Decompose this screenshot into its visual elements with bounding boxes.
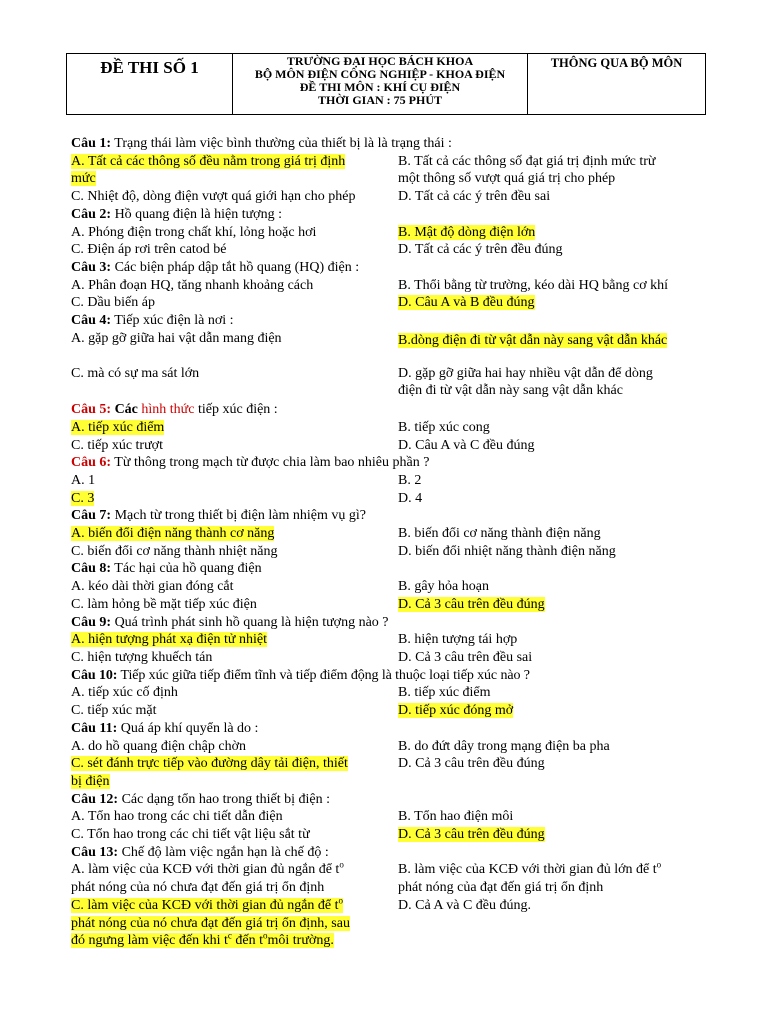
answer-d: D. biến đổi nhiệt năng thành điện năng (398, 543, 616, 559)
question-5: Câu 5: Các hình thức tiếp xúc điện : (71, 402, 278, 418)
answer-c: C. Tổn hao trong các chi tiết vật liệu sắt từ (71, 827, 310, 843)
answer-b: B. tiếp xúc điểm (398, 685, 491, 701)
answer-a: A. Phân đoạn HQ, tăng nhanh khoảng cách (71, 277, 314, 293)
answer-b: B. làm việc của KCĐ với thời gian đủ lớn để $t^o$ phát nóng của đạt đến giá trị ổn định (398, 859, 662, 896)
answer-d: D. gặp gỡ giữa hai hay nhiều vật dẫn để dòng điện đi từ vật dẫn này sang vật dẫn khác (398, 365, 653, 399)
answer-b: B.dòng điện đi từ vật dẫn này sang vật dẫn khác (398, 332, 668, 348)
answer-a: A. Tất cả các thông số đều nằm trong giá trị định mức (71, 153, 346, 187)
question-list (71, 135, 701, 950)
answer-d: D. Cả 3 câu trên đều đúng (398, 596, 545, 612)
answer-b: B. 2 (398, 472, 422, 488)
school-line: THỜI GIAN : 75 PHÚT (317, 93, 442, 107)
school-line: ĐỀ THI MÔN : KHÍ CỤ ĐIỆN (299, 80, 461, 94)
answer-a: A. tiếp xúc cố định (71, 685, 178, 701)
exam-number: ĐỀ THI SỐ 1 (67, 54, 233, 114)
answer-a: A. do hồ quang điện chập chờn (71, 738, 246, 754)
answer-d: D. Tất cả các ý trên đều đúng (398, 242, 563, 258)
answer-b: B. tiếp xúc cong (398, 419, 490, 435)
answer-d: D. Cả 3 câu trên đều sai (398, 649, 533, 665)
answer-c: C. 3 (71, 490, 95, 506)
answer-a: A. gặp gỡ giữa hai vật dẫn mang điện (71, 330, 282, 346)
answer-d: D. Tất cả các ý trên đều sai (398, 189, 551, 205)
answer-c: C. tiếp xúc trượt (71, 437, 163, 453)
answer-b: B. Thổi bằng từ trường, kéo dài HQ bằng cơ khí (398, 277, 669, 293)
answer-d: D. 4 (398, 490, 423, 506)
answer-d: D. Câu A và C đều đúng (398, 437, 535, 453)
question-8: Câu 8: Tác hại của hồ quang điện (71, 561, 262, 577)
school-line: BỘ MÔN ĐIỆN CÔNG NGHIỆP - KHOA ĐIỆN (254, 67, 506, 81)
answer-c: C. làm hỏng bề mặt tiếp xúc điện (71, 596, 257, 612)
question-7: Câu 7: Mạch từ trong thiết bị điện làm nhiệm vụ gì? (71, 508, 366, 524)
question-3: Câu 3: Các biện pháp dập tắt hồ quang (HQ) điện : (71, 259, 360, 275)
answer-a: A. Phóng điện trong chất khí, lỏng hoặc hơi (71, 224, 317, 240)
answer-c: C. biến đổi cơ năng thành nhiệt năng (71, 543, 278, 559)
answer-c: C. làm việc của KCĐ với thời gian đủ ngắn để $t^o$ phát nóng của nó chưa đạt đến giá trị ổn định, sau đó ngưng làm việc đến khi $t^c$ đến $t^omôi$ trường. (71, 895, 350, 949)
question-4: Câu 4: Tiếp xúc điện là nơi : (71, 313, 234, 329)
answer-a: A. 1 (71, 472, 96, 488)
question-6: Câu 6: Từ thông trong mạch từ được chia làm bao nhiêu phần ? (71, 455, 430, 471)
answer-c: C. Nhiệt độ, dòng điện vượt quá giới hạn cho phép (71, 189, 356, 205)
question-11: Câu 11: Quá áp khí quyển là do : (71, 720, 259, 736)
answer-a: A. tiếp xúc điểm (71, 419, 165, 435)
answer-b: B. biến đổi cơ năng thành điện năng (398, 526, 601, 542)
answer-b: B. Tất cả các thông số đạt giá trị định mức trừ một thông số vượt quá giá trị cho phép (398, 153, 656, 187)
answer-d: D. tiếp xúc đóng mở (398, 703, 514, 719)
answer-d: D. Cả 3 câu trên đều đúng (398, 756, 545, 772)
answer-b: B. gây hỏa hoạn (398, 579, 489, 595)
answer-a: A. kéo dài thời gian đóng cắt (71, 579, 234, 595)
answer-c: C. hiện tượng khuếch tán (71, 649, 213, 665)
school-line: TRƯỜNG ĐẠI HỌC BÁCH KHOA (286, 54, 474, 68)
question-10: Câu 10: Tiếp xúc giữa tiếp điểm tĩnh và tiếp điểm động là thuộc loại tiếp xúc nào ? (71, 667, 530, 683)
question-1: Câu 1: Trạng thái làm việc bình thường của thiết bị là là trạng thái : (71, 136, 452, 151)
question-12: Câu 12: Các dạng tổn hao trong thiết bị điện : (71, 791, 330, 807)
answer-c: C. sét đánh trực tiếp vào đường dây tải điện, thiết bị điện (71, 756, 348, 789)
answer-b: B. do đứt dây trong mạng điện ba pha (398, 738, 610, 754)
answer-c: C. mà có sự ma sát lớn (71, 365, 200, 381)
answer-a: A. hiện tượng phát xạ điện tử nhiệt (71, 632, 267, 648)
answer-c: C. tiếp xúc mặt (71, 703, 157, 719)
answer-a: A. Tổn hao trong các chi tiết dẫn điện (71, 809, 283, 825)
answer-b: B. hiện tượng tái hợp (398, 632, 518, 648)
answer-a: A. làm việc của KCĐ với thời gian đủ ngắn để $t^o$ phát nóng của nó chưa đạt đến giá trị ổn định (71, 859, 344, 896)
question-2: Câu 2: Hồ quang điện là hiện tượng : (71, 206, 282, 222)
question-13: Câu 13: Chế độ làm việc ngắn hạn là chế độ : (71, 844, 329, 860)
school-info (233, 54, 528, 114)
exam-header-table (66, 53, 706, 115)
question-9: Câu 9: Quá trình phát sinh hồ quang là hiện tượng nào ? (71, 614, 389, 630)
answer-d: D. Câu A và B đều đúng (398, 295, 535, 311)
answer-c: C. Điện áp rơi trên catod bé (71, 242, 227, 258)
answer-d: D. Cả A và C đều đúng. (398, 897, 531, 913)
answer-d: D. Cả 3 câu trên đều đúng (398, 827, 545, 843)
answer-c: C. Dầu biến áp (71, 295, 155, 311)
answer-b: B. Mật độ dòng điện lớn (398, 224, 536, 240)
answer-b: B. Tổn hao điện môi (398, 809, 514, 825)
answer-a: A. biến đổi điện năng thành cơ năng (71, 526, 275, 542)
approval-cell: THÔNG QUA BỘ MÔN (550, 56, 683, 70)
